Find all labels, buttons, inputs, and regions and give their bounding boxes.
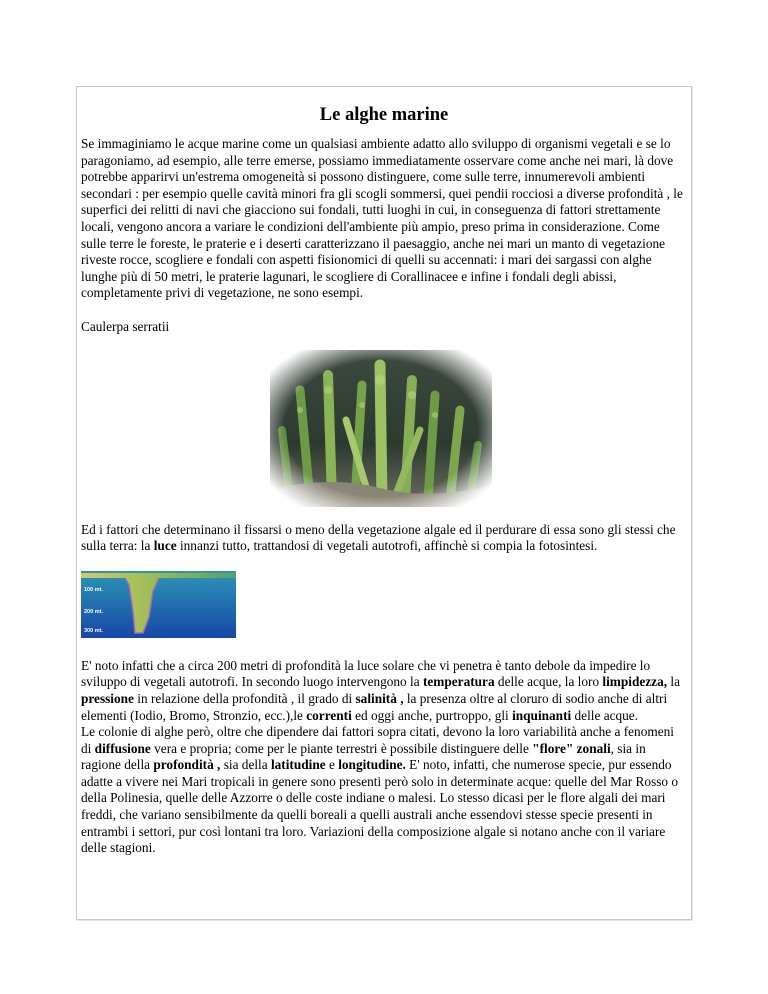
light-paragraph [81,522,687,555]
text-run: Ed i fattori che determinano il fissarsi o meno della vegetazione algale ed il perdurare di essa sono gli stessi che sulla terra: la [81,521,676,554]
depth-label: 300 mt. [84,627,103,634]
page-title: Le alghe marine [319,105,449,125]
text-run: innanzi tutto, trattandosi di vegetali autotrofi, affinchè si compia la fotosintesi. [176,538,598,554]
bold-term: longitudine. [338,757,406,773]
text-run: la presenza oltre al cloruro di sodio anche di altri elementi (Iodio, Bromo, Stronzio, ecc.),le [81,690,668,723]
image-caption: Caulerpa serratii [81,318,170,334]
text-run: in relazione della profondità , il grado di [133,690,356,706]
depth-label: 200 mt. [84,608,103,615]
text-run: Le colonie di alghe però, oltre che dipendere dai fattori sopra citati, devono la loro variabilità anche a fenomeni di [81,724,674,756]
text-run: vera e propria; come per le piante terrestri è possibile distinguere delle [150,740,533,756]
photo-container [81,350,687,507]
bold-term: pressione [81,690,134,706]
text-run: e [325,757,339,773]
intro-paragraph: Se immaginiamo le acque marine come un qualsiasi ambiente adatto allo sviluppo di organismi vegetali e se lo paragoniamo, ad esempio, alle terre emerse, possiamo immediatamente osservare come anche nei mari, là dove potrebbe apparirvi un'estrema omogeneità si possono distinguere, come sulle terre, innumerevoli ambienti secondari : per esempio quelle cavità minori fra gli scogli sommersi, quei pendii rocciosi a diverse profondità , le superfici dei relitti di navi che giacciono sui fondali, tutti luoghi in cui, in conseguenza di fattori strettamente locali, vengono ancora a variare le condizioni dell'ambiente più ampio, preso prima in considerazione. Come sulle terre le foreste, le praterie e i deserti caratterizzano il paesaggio, anche nei mari un manto di vegetazione riveste rocce, scogliere e fondali con aspetti fisionomici di quelli su accennati: i mari dei sargassi con alghe lunghe più di 50 metri, le praterie lagunari, le scogliere di Corallinacee e infine i fondali degli abissi, completamente privi di vegetazione, ne sono esempi. [81,136,683,301]
text-run: la [667,674,680,690]
bold-term: temperatura [422,674,495,690]
text-run: ed oggi anche, purtroppo, gli [351,707,513,723]
diagram-container [81,571,687,638]
text-run: delle acque, la loro [494,674,603,690]
bold-term: "flore" zonali [532,740,611,756]
depth-diagram [81,571,236,638]
bold-term: latitudine [270,757,326,773]
bold-term: salinità , [355,690,404,706]
text-run: E' noto infatti che a circa 200 metri di profondità la luce solare che vi penetra è tanto debole da impedire lo sviluppo di vegetali autotrofi. In secondo luogo intervengono la [81,657,651,690]
caulerpa-photo [270,350,492,507]
bold-term: inquinanti [512,707,572,723]
factors-paragraph [81,658,687,724]
bold-term: profondità , [153,757,221,773]
document-body [81,104,687,857]
bold-term: diffusione [94,740,151,756]
text-run: E' noto, infatti, che numerose specie, pur essendo adatte a vivere nei Mari tropicali in genere sono presenti però solo in determinate acque: quelle del Mar Rosso o della Polinesia, quelle delle Azzorre o delle coste indiane o malesi. Lo stesso dicasi per le flore algali dei mari freddi, che variano sensibilmente da quelli boreali a quelli australi anche essendovi stesse specie presenti in entrambi i settori, pur così lontani tra loro. Variazioni della composizione algale si notano anche con il variare delle stagioni. [81,757,679,856]
text-run: delle acque. [571,707,639,723]
bold-term: limpidezza, [602,674,668,690]
bold-term: correnti [306,707,352,723]
depth-label: 100 mt. [84,586,103,593]
text-run: sia della [220,757,271,773]
bold-term-luce: luce [153,538,177,554]
colonies-paragraph [81,724,687,857]
text-run: , sia in ragione della [81,740,646,773]
